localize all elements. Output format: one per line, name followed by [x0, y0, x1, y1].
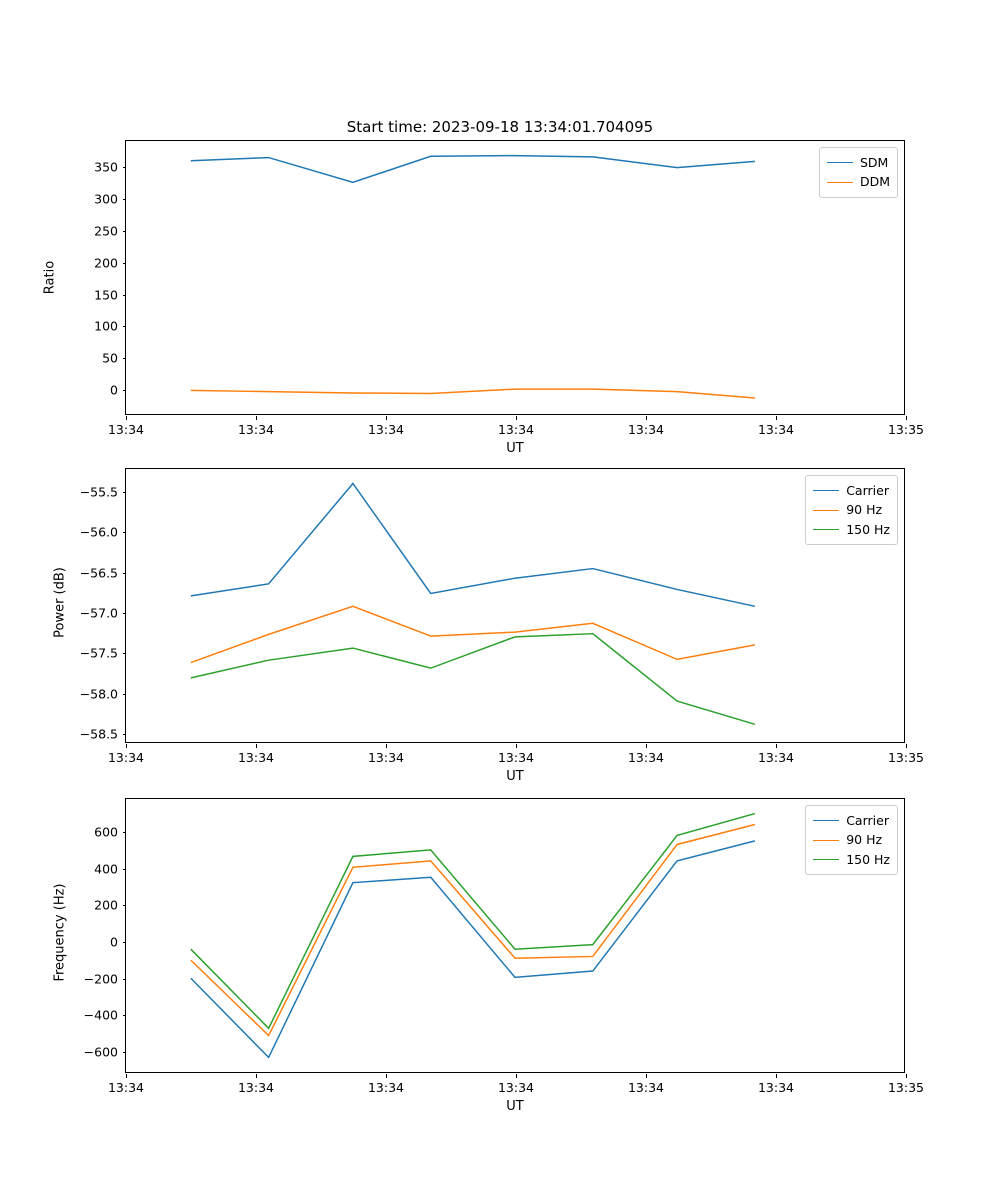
legend-item-90hz [813, 830, 890, 849]
xtickmark [126, 1074, 127, 1078]
ytick-label: −56.5 [79, 565, 118, 581]
ytick-label: 200 [94, 897, 118, 913]
xtick-label: 13:34 [757, 422, 795, 437]
xtick-label: 13:35 [887, 1080, 925, 1095]
ytick-label: 150 [94, 287, 118, 302]
xtickmark [256, 1074, 257, 1078]
ytick-label: −55.5 [79, 484, 118, 500]
legend-label-ddm: DDM [859, 174, 890, 190]
panel-ratio-xlabel: UT [506, 441, 524, 456]
ytick-label: 300 [94, 191, 118, 207]
legend-label-carrier: Carrier [846, 813, 889, 828]
xtick-label: 13:34 [107, 750, 145, 765]
xtick-label: 13:34 [497, 422, 535, 437]
panel-power-xlabel: UT [506, 769, 524, 784]
xtick-label: 13:34 [367, 750, 405, 765]
series-line-150hz [191, 814, 755, 1029]
xtickmark [906, 1074, 907, 1078]
legend-label-150hz: 150 Hz [846, 521, 890, 537]
ytickmark [123, 869, 127, 870]
panel-ratio-ylabel: Ratio [42, 260, 58, 295]
ytick-label: −400 [83, 1007, 118, 1023]
xtick-label: 13:34 [627, 422, 665, 437]
xtick-label: 13:35 [887, 750, 925, 765]
xtick-label: 13:34 [367, 1080, 405, 1095]
xtick-label: 13:34 [107, 1080, 145, 1095]
xtick-label: 13:34 [757, 750, 795, 765]
ytickmark [123, 1052, 127, 1053]
ytick-label: −58.0 [79, 686, 118, 702]
ytick-label: 50 [102, 350, 118, 366]
series-line-90hz [191, 825, 755, 1036]
legend-label-90hz: 90 Hz [846, 502, 883, 518]
legend-swatch-90hz [813, 840, 839, 841]
legend-swatch-carrier [813, 820, 839, 821]
legend-label-150hz: 150 Hz [846, 851, 890, 867]
panel-frequency-lines [126, 799, 904, 1072]
ytickmark [123, 832, 127, 833]
xtick-label: 13:34 [107, 422, 145, 437]
panel-frequency-xlabel: UT [506, 1099, 524, 1114]
xtick-label: 13:34 [497, 1080, 535, 1095]
legend-label-sdm: SDM [859, 155, 889, 170]
ytick-label: −57.0 [79, 605, 118, 621]
xtick-label: 13:34 [627, 1080, 665, 1095]
ytickmark [123, 979, 127, 980]
ytick-label: 200 [94, 255, 118, 270]
ytick-label: −600 [83, 1044, 118, 1060]
ytick-label: 250 [94, 223, 118, 239]
figure-title: Start time: 2023-09-18 13:34:01.704095 [346, 118, 654, 136]
ytick-label: 0 [110, 382, 118, 398]
ytick-label: 350 [94, 159, 118, 175]
series-line-carrier [191, 841, 755, 1058]
legend-item-carrier [813, 811, 890, 830]
xtickmark [516, 1074, 517, 1078]
xtickmark [386, 1074, 387, 1078]
xtickmark [646, 1074, 647, 1078]
panel-frequency-legend [805, 805, 898, 875]
legend-label-carrier: Carrier [846, 483, 889, 498]
xtick-label: 13:34 [367, 422, 405, 437]
xtick-label: 13:34 [237, 750, 275, 765]
xtick-label: 13:34 [757, 1080, 795, 1095]
legend-item-150hz [813, 850, 890, 869]
panel-frequency-ylabel: Frequency (Hz) [52, 883, 68, 982]
ytick-label: −200 [83, 971, 118, 987]
ytickmark [123, 1015, 127, 1016]
xtickmark [776, 1074, 777, 1078]
ytick-label: 100 [94, 318, 118, 334]
panel-power-ylabel: Power (dB) [52, 567, 68, 638]
ytick-label: −56.0 [79, 524, 118, 540]
xtick-label: 13:34 [237, 1080, 275, 1095]
legend-swatch-150hz [813, 859, 839, 860]
ytickmark [123, 905, 127, 906]
ytick-label: 600 [94, 824, 118, 840]
panel-frequency-axes [83, 798, 925, 1114]
xtick-label: 13:35 [887, 422, 925, 437]
ytickmark [123, 942, 127, 943]
ytick-label: −58.5 [79, 726, 118, 742]
xtick-label: 13:34 [237, 422, 275, 437]
ytick-label: −57.5 [79, 645, 118, 661]
xtick-label: 13:34 [627, 750, 665, 765]
legend-label-90hz: 90 Hz [846, 832, 883, 848]
ytick-label: 400 [94, 861, 118, 877]
xtick-label: 13:34 [497, 750, 535, 765]
ytick-label: 0 [110, 934, 118, 950]
